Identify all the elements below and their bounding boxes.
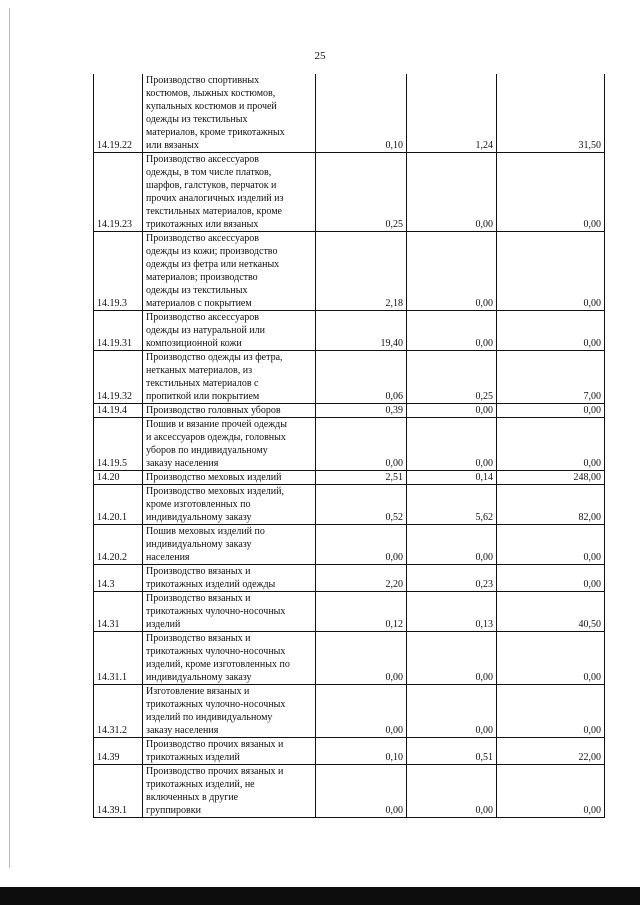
row-name: Производство аксессуаров одежды из натуральной или композиционной кожи [143, 311, 316, 351]
row-value-2: 0,14 [407, 471, 497, 485]
table-row [94, 471, 605, 485]
table-row [94, 311, 605, 351]
row-value-3: 0,00 [497, 418, 605, 471]
row-code: 14.19.31 [94, 311, 143, 351]
row-name: Производство одежды из фетра, нетканых материалов, из текстильных материалов с пропиткой или покрытием [143, 351, 316, 404]
row-code: 14.20 [94, 471, 143, 485]
row-name: Производство прочих вязаных и трикотажных изделий, не включенных в другие группировки [143, 765, 316, 818]
row-value-2: 0,51 [407, 738, 497, 765]
row-value-1: 0,10 [316, 738, 407, 765]
row-code: 14.39 [94, 738, 143, 765]
row-value-3: 0,00 [497, 153, 605, 232]
row-name: Производство меховых изделий, кроме изготовленных по индивидуальному заказу [143, 485, 316, 525]
row-value-1: 0,10 [316, 74, 407, 153]
row-value-2: 0,00 [407, 765, 497, 818]
row-value-2: 0,00 [407, 153, 497, 232]
row-value-1: 2,51 [316, 471, 407, 485]
row-value-1: 0,00 [316, 765, 407, 818]
row-value-1: 2,20 [316, 565, 407, 592]
row-name: Производство вязаных и трикотажных изделий одежды [143, 565, 316, 592]
row-value-1: 0,39 [316, 404, 407, 418]
row-name: Производство вязаных и трикотажных чулочно-носочных изделий, кроме изготовленных по индивидуальному заказу [143, 632, 316, 685]
row-code: 14.19.32 [94, 351, 143, 404]
row-value-2: 0,00 [407, 232, 497, 311]
table-row [94, 232, 605, 311]
row-code: 14.31.2 [94, 685, 143, 738]
table-row [94, 418, 605, 471]
table-row [94, 485, 605, 525]
row-value-3: 0,00 [497, 404, 605, 418]
row-code: 14.19.23 [94, 153, 143, 232]
row-code: 14.19.3 [94, 232, 143, 311]
table-row [94, 765, 605, 818]
table-body [94, 74, 605, 818]
table-row [94, 404, 605, 418]
row-value-3: 0,00 [497, 525, 605, 565]
row-value-1: 0,00 [316, 685, 407, 738]
table-row [94, 685, 605, 738]
activity-table [93, 74, 605, 818]
scan-bottom-border [0, 887, 640, 905]
row-name: Производство прочих вязаных и трикотажных изделий [143, 738, 316, 765]
row-code: 14.39.1 [94, 765, 143, 818]
row-name: Производство меховых изделий [143, 471, 316, 485]
row-value-3: 82,00 [497, 485, 605, 525]
row-value-2: 0,00 [407, 404, 497, 418]
row-value-1: 0,00 [316, 525, 407, 565]
row-name: Производство аксессуаров одежды, в том числе платков, шарфов, галстуков, перчаток и прочих аналогичных изделий из текстильных материалов, кроме трикотажных или вязаных [143, 153, 316, 232]
row-code: 14.31 [94, 592, 143, 632]
row-value-2: 0,00 [407, 685, 497, 738]
row-code: 14.3 [94, 565, 143, 592]
row-value-2: 0,00 [407, 632, 497, 685]
row-value-3: 248,00 [497, 471, 605, 485]
row-value-3: 0,00 [497, 311, 605, 351]
row-value-3: 0,00 [497, 565, 605, 592]
table-row [94, 632, 605, 685]
table-row [94, 525, 605, 565]
row-name: Производство аксессуаров одежды из кожи; производство одежды из фетра или нетканых материалов; производство одежды из текстильных материалов с покрытием [143, 232, 316, 311]
row-name: Производство вязаных и трикотажных чулочно-носочных изделий [143, 592, 316, 632]
row-name: Производство спортивных костюмов, лыжных костюмов, купальных костюмов и прочей одежды из текстильных материалов, кроме трикотажных или вязаных [143, 74, 316, 153]
row-value-2: 1,24 [407, 74, 497, 153]
row-value-1: 0,12 [316, 592, 407, 632]
row-value-2: 0,00 [407, 525, 497, 565]
row-value-2: 5,62 [407, 485, 497, 525]
table-row [94, 153, 605, 232]
row-code: 14.31.1 [94, 632, 143, 685]
scan-left-edge [9, 8, 10, 868]
row-name: Изготовление вязаных и трикотажных чулочно-носочных изделий по индивидуальному заказу населения [143, 685, 316, 738]
row-value-1: 0,00 [316, 632, 407, 685]
row-value-3: 0,00 [497, 765, 605, 818]
row-value-1: 2,18 [316, 232, 407, 311]
row-name: Пошив и вязание прочей одежды и аксессуаров одежды, головных уборов по индивидуальному заказу населения [143, 418, 316, 471]
row-value-3: 22,00 [497, 738, 605, 765]
row-value-1: 0,06 [316, 351, 407, 404]
row-value-3: 0,00 [497, 685, 605, 738]
row-value-2: 0,00 [407, 311, 497, 351]
row-value-2: 0,25 [407, 351, 497, 404]
row-value-3: 0,00 [497, 232, 605, 311]
row-value-1: 19,40 [316, 311, 407, 351]
row-value-2: 0,23 [407, 565, 497, 592]
row-code: 14.19.22 [94, 74, 143, 153]
table-row [94, 738, 605, 765]
row-value-3: 31,50 [497, 74, 605, 153]
row-code: 14.19.5 [94, 418, 143, 471]
row-value-2: 0,00 [407, 418, 497, 471]
row-value-1: 0,25 [316, 153, 407, 232]
row-name: Производство головных уборов [143, 404, 316, 418]
row-value-3: 0,00 [497, 632, 605, 685]
row-value-1: 0,52 [316, 485, 407, 525]
row-value-3: 40,50 [497, 592, 605, 632]
table-row [94, 74, 605, 153]
table-row [94, 565, 605, 592]
row-value-3: 7,00 [497, 351, 605, 404]
row-name: Пошив меховых изделий по индивидуальному заказу населения [143, 525, 316, 565]
table-row [94, 351, 605, 404]
row-code: 14.20.1 [94, 485, 143, 525]
page-number: 25 [314, 50, 326, 62]
row-code: 14.20.2 [94, 525, 143, 565]
row-value-2: 0,13 [407, 592, 497, 632]
row-value-1: 0,00 [316, 418, 407, 471]
row-code: 14.19.4 [94, 404, 143, 418]
table-row [94, 592, 605, 632]
